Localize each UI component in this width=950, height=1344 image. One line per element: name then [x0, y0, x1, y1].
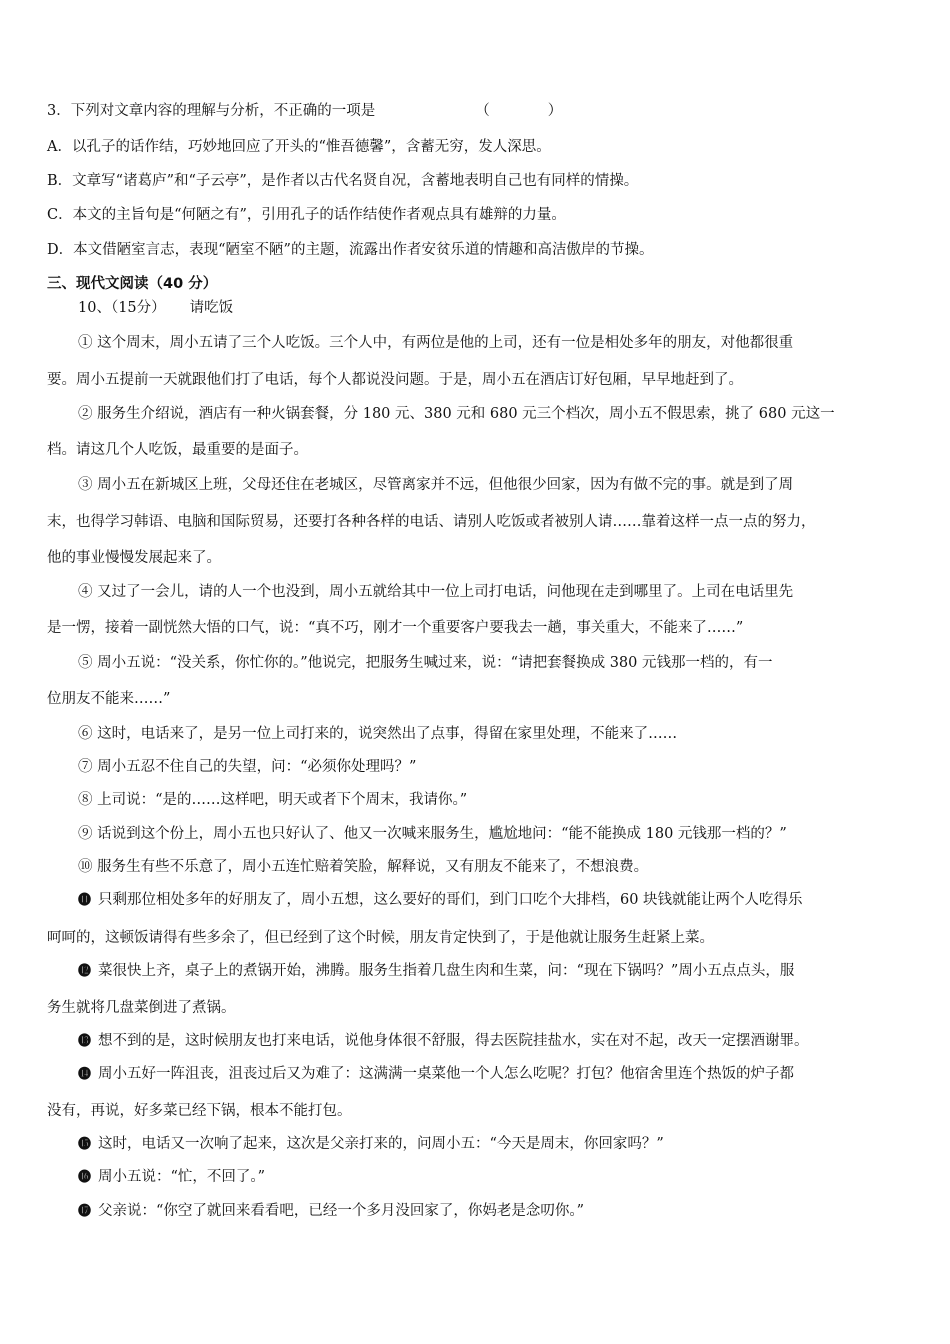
paragraph-line: [78, 1064, 910, 1085]
option-d: D．本文借陋室言志，表现“陋室不陋”的主题，流露出作者安贫乐道的情趣和高洁傲岸的节操。: [47, 242, 654, 258]
paragraph-line: 是一愣，接着一副恍然大悟的口气，说：“真不巧，刚才一个重要客户要我去一趟，事关重大，不能来了……”: [47, 620, 744, 636]
paragraph-text: 周小五说：“忙，不回了。”: [98, 1169, 266, 1185]
paragraph-number-15: ⓯: [78, 1137, 91, 1152]
paragraph-text: 周小五好一阵沮丧，沮丧过后又为难了：这满满一桌菜他一个人怎么吃呢？打包？他宿舍里连个热饭的炉子都: [98, 1066, 794, 1082]
paragraph-number-17: ⓱: [78, 1204, 91, 1219]
question-10-label: 10、（15分）: [78, 300, 166, 316]
paragraph-line: 末，也得学习韩语、电脑和国际贸易，还要打各种各样的电话、请别人吃饭或者被别人请……靠着这样一点一点的努力，: [47, 514, 816, 530]
paragraph-line: [78, 1201, 910, 1222]
paragraph-line: 没有，再说，好多菜已经下锅，根本不能打包。: [47, 1103, 352, 1119]
paragraph-line: ⑩ 服务生有些不乐意了，周小五连忙赔着笑脸，解释说，又有朋友不能来了，不想浪费。: [78, 859, 649, 875]
option-c: C．本文的主旨句是“何陋之有”，引用孔子的话作结使作者观点具有雄辩的力量。: [47, 207, 566, 223]
paragraph-line: 他的事业慢慢发展起来了。: [47, 550, 221, 566]
option-a: A．以孔子的话作结，巧妙地回应了开头的“惟吾德馨”，含蓄无穷，发人深思。: [47, 139, 551, 155]
paragraph-line: [78, 890, 910, 911]
paragraph-text: 父亲说：“你空了就回来看看吧，已经一个多月没回家了，你妈老是念叨你。”: [98, 1203, 585, 1219]
paragraph-number-16: ⓰: [78, 1170, 91, 1185]
paragraph-line: [78, 1134, 910, 1155]
paragraph-line: ⑨ 话说到这个份上，周小五也只好认了、他又一次喊来服务生，尴尬地问：“能不能换成 180 元钱那一档的？”: [78, 826, 787, 842]
paragraph-line: [78, 1167, 910, 1188]
paragraph-number-11: ⓫: [78, 893, 91, 908]
section-heading: 三、现代文阅读（40 分）: [47, 276, 218, 292]
passage-title: 请吃饭: [189, 300, 234, 316]
paragraph-line: ① 这个周末，周小五请了三个人吃饭。三个人中，有两位是他的上司，还有一位是相处多年的朋友，对他都很重: [78, 335, 794, 351]
paragraph-number-14: ⓮: [78, 1067, 91, 1082]
question-10-header: [78, 298, 910, 318]
paragraph-line: ⑤ 周小五说：“没关系，你忙你的。”他说完，把服务生喊过来，说：“请把套餐换成 380 元钱那一档的，有一: [78, 655, 773, 671]
paragraph-line: ② 服务生介绍说，酒店有一种火锅套餐，分 180 元、380 元和 680 元三个档次，周小五不假思索，挑了 680 元这一: [78, 406, 835, 422]
paragraph-number-13: ⓭: [78, 1034, 91, 1049]
paragraph-line: [78, 961, 910, 982]
paragraph-line: ⑧ 上司说：“是的……这样吧，明天或者下个周末，我请你。”: [78, 792, 468, 808]
paragraph-text: 想不到的是，这时候朋友也打来电话，说他身体很不舒服，得去医院挂盐水，实在对不起，改天一定摆酒谢罪。: [98, 1033, 809, 1049]
paragraph-line: ④ 又过了一会儿，请的人一个也没到，周小五就给其中一位上司打电话，问他现在走到哪里了。上司在电话里先: [78, 584, 794, 600]
paragraph-text: 这时，电话又一次响了起来，这次是父亲打来的，问周小五：“今天是周末，你回家吗？”: [98, 1136, 664, 1152]
paragraph-line: ③ 周小五在新城区上班，父母还住在老城区，尽管离家并不远，但他很少回家，因为有做不完的事。就是到了周: [78, 477, 794, 493]
option-b: B．文章写“诸葛庐”和“子云亭”，是作者以古代名贤自况，含蓄地表明自己也有同样的情操。: [47, 173, 639, 189]
paragraph-line: ⑥ 这时，电话来了，是另一位上司打来的，说突然出了点事，得留在家里处理，不能来了……: [78, 726, 678, 742]
paragraph-line: 位朋友不能来……”: [47, 691, 171, 707]
paragraph-line: [78, 1031, 910, 1052]
question-3-text: 3．下列对文章内容的理解与分析，不正确的一项是: [47, 103, 376, 119]
answer-paren: （ ）: [475, 103, 563, 119]
paragraph-line: ⑦ 周小五忍不住自己的失望，问：“必须你处理吗？”: [78, 759, 417, 775]
paragraph-text: 只剩那位相处多年的好朋友了，周小五想，这么要好的哥们，到门口吃个大排档，60 块钱就能让两个人吃得乐: [98, 892, 803, 908]
paragraph-text: 菜很快上齐，桌子上的煮锅开始，沸腾。服务生指着几盘生肉和生菜，问：“现在下锅吗？”周小五点点头，服: [98, 963, 795, 979]
question-3-stem: [47, 101, 910, 121]
paragraph-number-12: ⓬: [78, 964, 91, 979]
paragraph-line: 务生就将几盘菜倒进了煮锅。: [47, 1000, 236, 1016]
paragraph-line: 档。请这几个人吃饭，最重要的是面子。: [47, 442, 308, 458]
paragraph-line: 要。周小五提前一天就跟他们打了电话，每个人都说没问题。于是，周小五在酒店订好包厢，早早地赶到了。: [47, 372, 743, 388]
paragraph-line: 呵呵的，这顿饭请得有些多余了，但已经到了这个时候，朋友肯定快到了，于是他就让服务生赶紧上菜。: [47, 930, 714, 946]
